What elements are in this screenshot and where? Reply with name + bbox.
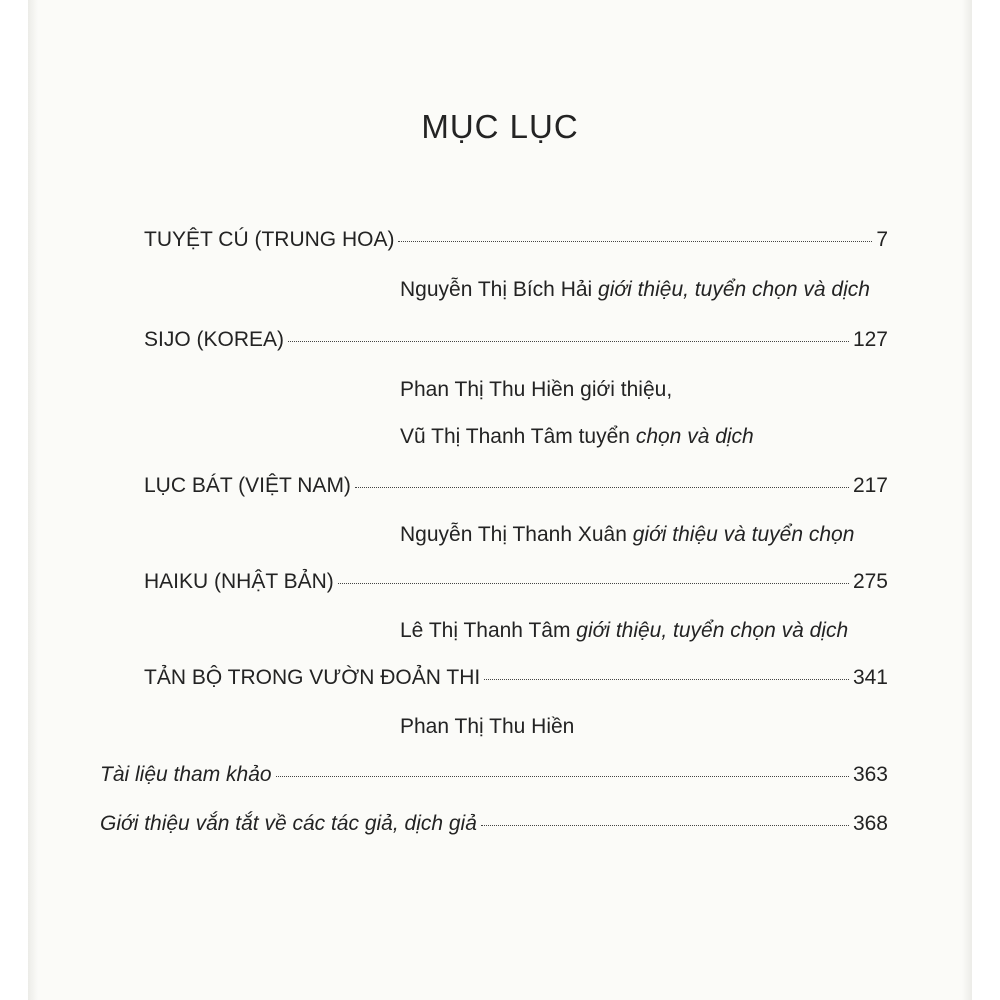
dot-leader: [484, 679, 849, 680]
dot-leader: [398, 241, 872, 242]
toc-entry-title: Tài liệu tham khảo: [100, 763, 272, 786]
credit-name: Nguyễn Thị Thanh Xuân: [400, 523, 627, 546]
dot-leader: [288, 341, 849, 342]
toc-credit: [400, 619, 848, 643]
toc-credit: [400, 378, 672, 402]
toc-entry: [100, 812, 888, 836]
credit-name: Phan Thị Thu Hiền giới thiệu,: [400, 378, 673, 401]
dot-leader: [338, 583, 849, 584]
credit-name: Nguyễn Thị Bích Hải: [400, 278, 593, 301]
toc-entry: [144, 228, 888, 252]
credit-name: Vũ Thị Thanh Tâm tuyển: [400, 425, 630, 448]
toc-credit: [400, 425, 754, 449]
toc-entry-title: LỤC BÁT (VIỆT NAM): [144, 474, 351, 497]
toc-entry-title: TẢN BỘ TRONG VƯỜN ĐOẢN THI: [144, 666, 481, 689]
toc-credit: [400, 523, 854, 547]
book-page: [28, 0, 972, 1000]
dot-leader: [276, 776, 849, 777]
toc-page-number: 7: [876, 228, 888, 251]
credit-name: Lê Thị Thanh Tâm: [400, 619, 571, 642]
toc-page-number: 275: [852, 570, 888, 593]
toc-credit: [400, 278, 870, 302]
toc-page-number: 127: [852, 328, 888, 351]
toc-entry: [144, 328, 888, 352]
toc-entry-title: TUYỆT CÚ (TRUNG HOA): [144, 228, 395, 251]
credit-role: giới thiệu, tuyển chọn và dịch: [570, 619, 849, 642]
toc-entry: [144, 666, 888, 690]
toc-page-number: 341: [852, 666, 888, 689]
toc-entry-title: SIJO (KOREA): [144, 328, 285, 351]
credit-name: Phan Thị Thu Hiền: [400, 715, 575, 738]
toc-entry-title: Giới thiệu vắn tắt về các tác giả, dịch giả: [100, 812, 477, 835]
page-edge-shadow-left: [28, 0, 38, 1000]
toc-page-number: 217: [852, 474, 888, 497]
toc-page-number: 368: [852, 812, 888, 835]
toc-entry: [144, 570, 888, 594]
credit-role: giới thiệu và tuyển chọn: [626, 523, 855, 546]
toc-credit: [400, 715, 574, 739]
credit-role: giới thiệu, tuyển chọn và dịch: [592, 278, 870, 301]
toc-entry: [100, 763, 888, 787]
dot-leader: [355, 487, 849, 488]
toc-entry: [144, 474, 888, 498]
toc-page-number: 363: [852, 763, 888, 786]
page-title: MỤC LỤC: [421, 108, 579, 145]
page-edge-shadow-right: [962, 0, 972, 1000]
credit-role: chọn và dịch: [629, 425, 754, 448]
toc-entry-title: HAIKU (NHẬT BẢN): [144, 570, 334, 593]
dot-leader: [481, 825, 849, 826]
